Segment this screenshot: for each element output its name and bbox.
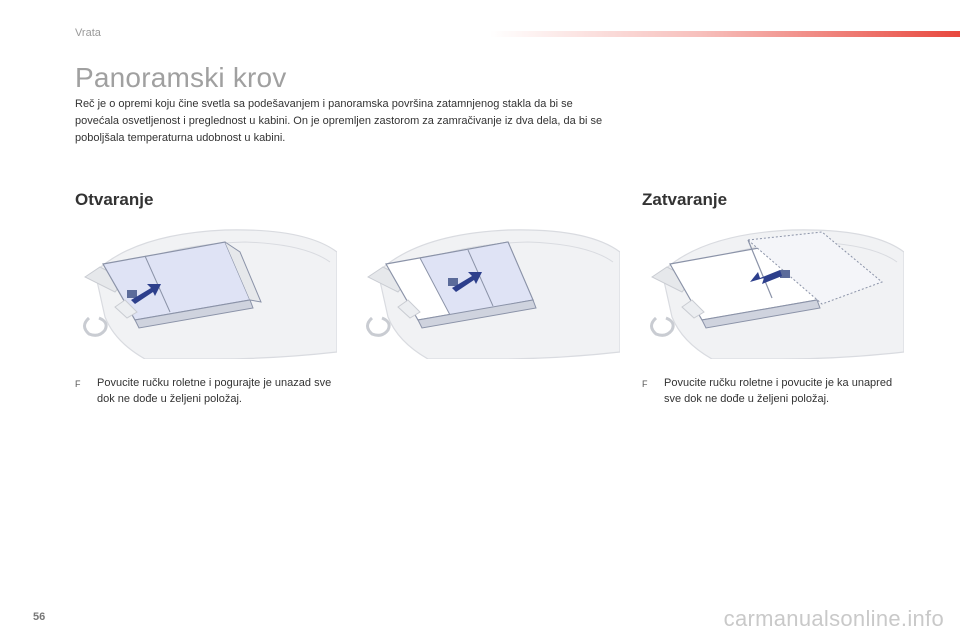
header-accent-bar (490, 31, 960, 37)
opening-instruction (75, 375, 335, 407)
sunroof-blind-pull-forward-icon (642, 222, 904, 359)
intro-paragraph: Reč je o opremi koju čine svetla sa podešavanjem i panoramska površina zatamnjenog stakla da bi se povećala osvetljenost i preglednost u kabini. On je opremljen zastorom za zamračivanje iz dva dela, da bi se poboljšala temperaturna udobnost u kabini. (75, 98, 603, 144)
closing-heading: Zatvaranje (642, 190, 728, 209)
bullet-marker: F (75, 379, 81, 389)
sunroof-blind-closed-icon (75, 222, 337, 359)
opening-heading: Otvaranje (75, 190, 154, 209)
watermark: carmanualsonline.info (723, 606, 944, 631)
closing-instruction (642, 375, 902, 407)
closing-instruction-text: Povucite ručku roletne i povucite je ka unapred sve dok ne dođe u željeni položaj. (664, 377, 893, 405)
section-label: Vrata (75, 27, 101, 39)
sunroof-blind-half-open-icon (358, 222, 620, 359)
opening-instruction-text: Povucite ručku roletne i pogurajte je unazad sve dok ne dođe u željeni položaj. (97, 377, 332, 405)
page-title: Panoramski krov (75, 62, 287, 93)
bullet-marker: F (642, 379, 648, 389)
page-number: 56 (33, 611, 46, 623)
